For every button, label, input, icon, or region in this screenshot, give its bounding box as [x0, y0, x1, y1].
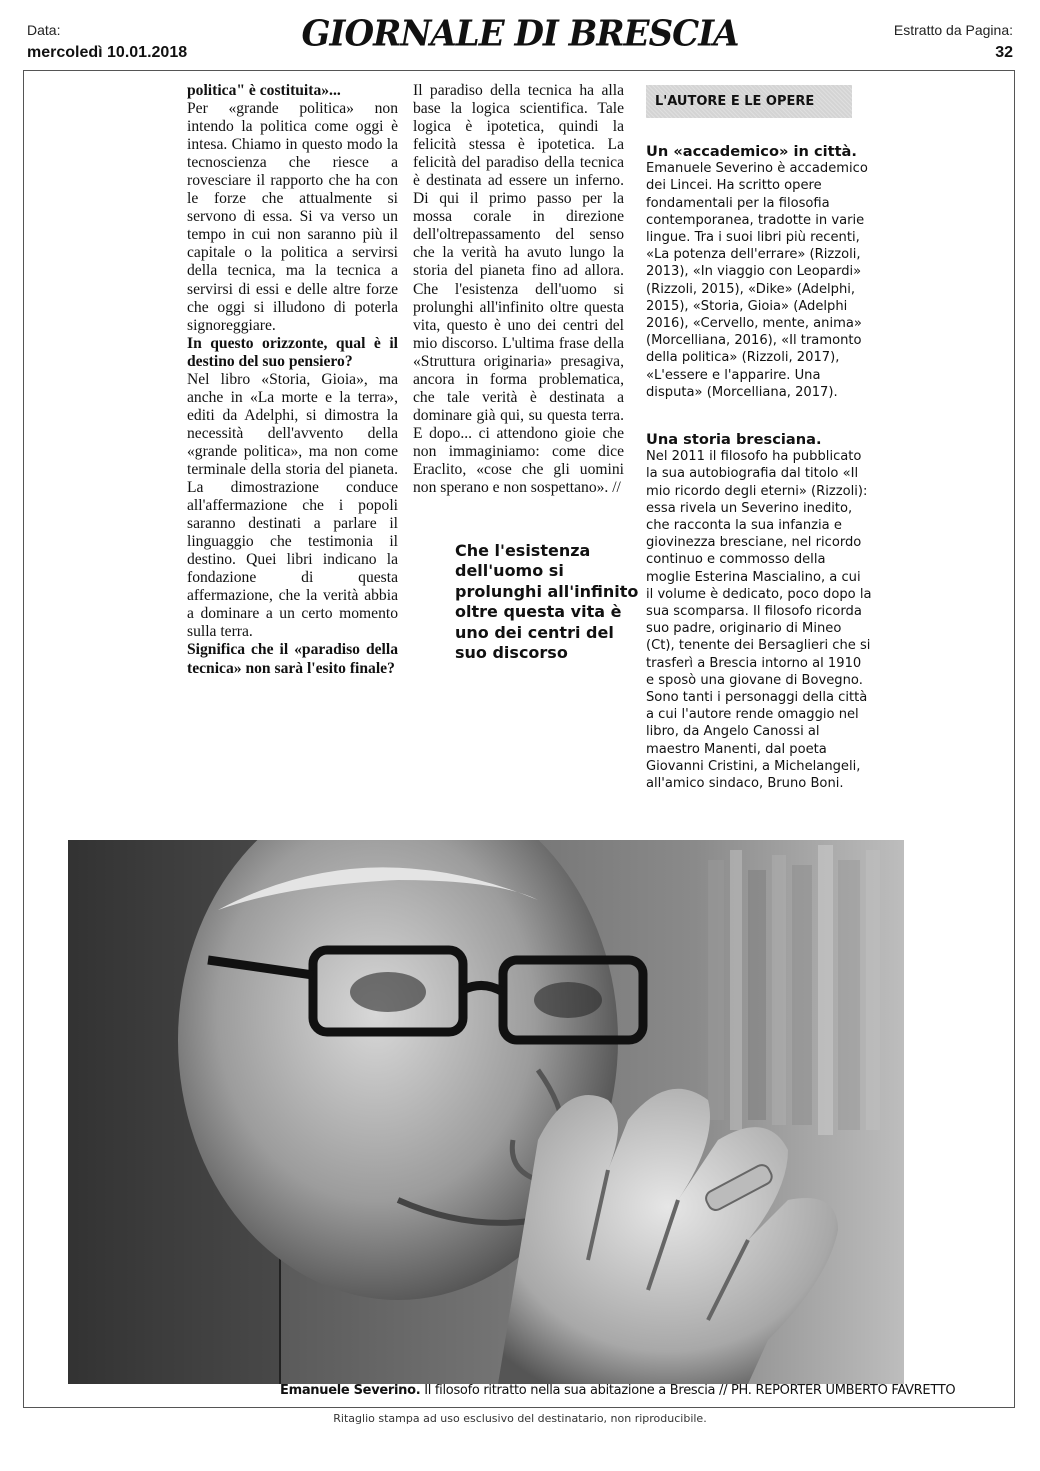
sidebar-section-text: Nel 2011 il filosofo ha pubblicato la sua autobiografia dal titolo «Il mio ricordo degli eterni» (Rizzoli): essa rivela un Severino inedito, che racconta la sua infanzia e giovinezza bresciane, nel ricordo continuo e commosso della moglie Esterina Mascialino, a cui il volume è dedicato, poco dopo la sua scomparsa. Il filosofo ricorda suo padre, originario di Mineo (Ct), tenente dei Bersaglieri che si trasferì a Brescia intorno al 1910 e sposò una giovane di Bovegno. Sono tanti i personaggi della città a cui l'autore rende omaggio nel libro, da Angelo Canossi al maestro Manenti, dal poeta Giovanni Cristini, a Michelangeli, all'amico sindaco, Bruno Boni. [646, 449, 872, 792]
issue-date: mercoledì 10.01.2018 [27, 44, 188, 61]
article-column-1 [187, 82, 398, 678]
caption-name: Emanuele Severino. [280, 1383, 421, 1398]
masthead: GIORNALE DI BRESCIA [301, 13, 739, 55]
sidebar-section-text: Emanuele Severino è accademico dei Lincei. Ha scritto opere fondamentali per la filosofia contemporanea, tradotte in varie lingue. Tra i suoi libri più recenti, «La potenza dell'errare» (Rizzoli, 2013), «In viaggio con Leopardi» (Rizzoli, 2015), «Dike» (Adelphi, 2015), «Storia, Gioia» (Adelphi 2016), «Cervello, mente, anima» (Morcelliana, 2016), «Il tramonto della politica» (Rizzoli, 2017), «L'essere e l'apparire. Una disputa» (Morcelliana, 2017). [646, 161, 868, 400]
answer: Per «grande politica» non intendo la politica come oggi è intesa. Chiamo in questo modo la tecnoscienza che riesce a rovesciare il rapporto che ha con le forze che attualmente si servono di essa. Si va verso un tempo in cui non saranno più il capitale o la politica a servirsi della tecnica, ma la tecnica a servirsi di essi e delle altre forze che oggi si illudono di poterla signoreggiare. [187, 100, 398, 334]
page-label: Estratto da Pagina: [893, 22, 1013, 38]
question: In questo orizzonte, qual è il destino del suo pensiero? [187, 334, 398, 370]
question: Significa che il «paradiso della tecnica» non sarà l'esito finale? [187, 641, 398, 677]
sidebar-section-title: Una storia bresciana. [646, 431, 822, 448]
answer: Nel libro «Storia, Gioia», ma anche in «La morte e la terra», editi da Adelphi, si dimostra la necessità dell'avvento della «grande politica», ma non come terminale della storia del pianeta. La dimostrazione conduce all'affermazione che i popoli saranno destinati a parlare il linguaggio che testimonia il destino. Quei libri indicano la fondazione di questa affermazione, che la verità abbia a dominare a un certo momento sulla terra. [187, 370, 398, 641]
portrait-photo [68, 840, 904, 1384]
photo-caption [280, 1383, 955, 1398]
page-number: 32 [995, 44, 1013, 61]
caption-text: Il filosofo ritratto nella sua abitazione a Brescia // PH. REPORTER UMBERTO FAVRETTO [420, 1383, 956, 1398]
sidebar-section-title: Un «accademico» in città. [646, 143, 857, 160]
date-label: Data: [27, 22, 61, 38]
pull-quote: Che l'esistenza dell'uomo si prolunghi all'infinito oltre questa vita è uno dei centri del suo discorso [455, 541, 639, 663]
portrait-illustration [68, 840, 904, 1384]
article-column-2 [413, 82, 624, 497]
question: politica" è costituita»... [187, 82, 341, 99]
footer-notice: Ritaglio stampa ad uso esclusivo del destinatario, non riproducibile. [333, 1412, 707, 1425]
answer: Il paradiso della tecnica ha alla base la logica scientifica. Tale logica è ipotetica, quindi la felicità stessa è ipotetica. La felicità del paradiso della tecnica è destinata ad essere un inferno. Di qui il primo passo per la mossa corale in direzione dell'oltrepassamento del senso che la verità ha avuto lungo la storia del pianeta fino ad allora. Che l'esistenza dell'uomo si prolunghi all'infinito oltre questa vita, questo è uno dei centri del mio discorso. L'ultima frase della «Struttura originaria» presagiva, ancora in forma problematica, che tale verità è destinata a dominare già qui, su questa terra. E dopo... ci attendono gioie che non immaginiamo: come dice Eraclito, «cose che gli uomini non sperano e non sospettano». // [413, 82, 624, 497]
sidebar-heading: L'AUTORE E LE OPERE [646, 85, 852, 118]
sidebar-section-2 [646, 431, 872, 792]
sidebar-section-1 [646, 143, 872, 401]
